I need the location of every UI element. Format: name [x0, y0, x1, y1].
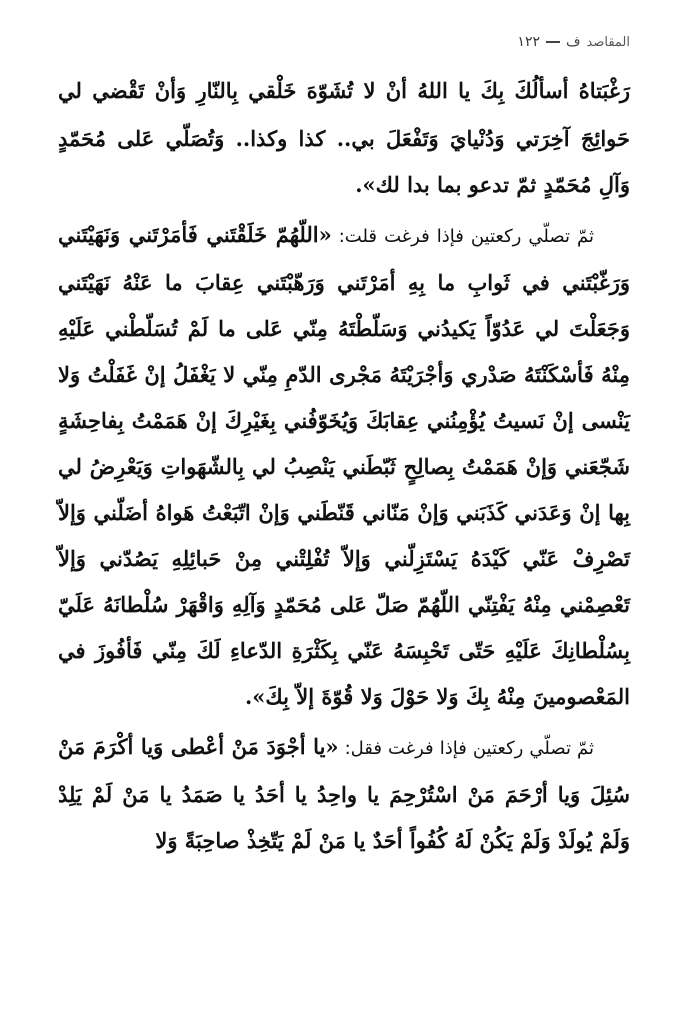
paragraph-2 — [58, 212, 630, 720]
header-mark: ف — [565, 34, 581, 50]
paragraph-1 — [58, 68, 630, 208]
supplication-text: «يا أجْوَدَ مَنْ أعْطى وَيا أكْرَمَ مَنْ سُئِلَ وَيا أرْحَمَ مَنْ اسْتُرْحِمَ يا واحِدُ يا أحَدُ يا صَمَدُ يا مَنْ لَمْ يَلِدْ وَلَمْ يُولَدْ وَلَمْ يَكُنْ لَهُ كُفُواً أحَدٌ يا مَنْ لَمْ يَتّخِذْ صاحِبَةً وَلا — [58, 734, 630, 853]
paragraph-intro: ثمّ تصلّي ركعتين فإذا فرغت فقل: — [338, 738, 595, 759]
paragraph-intro: ثمّ تصلّي ركعتين فإذا فرغت قلت: — [331, 226, 594, 247]
page-header — [62, 30, 630, 54]
running-title: المقاصد — [586, 34, 630, 50]
supplication-text: «اللّهُمّ خَلَقْتَني فَأمَرْتَني وَنَهَيْتَني وَرَغّبْتَني في ثَوابِ ما بِهِ أمَرْتَني وَرَهّبْتَني عِقابَ ما عَنْهُ نَهَيْتَني وَجَعَلْتَ لي عَدُوّاً يَكيدُني وَسَلّطْتَهُ مِنّي عَلى ما لَمْ تُسَلّطْني عَلَيْهِ مِنْهُ فَأسْكَنْتَهُ صَدْري وَأجْرَيْتَهُ مَجْرى الدّمِ مِنّي لا يَغْفَلُ إنْ غَفَلْتُ وَلا يَنْسى إنْ نَسيتُ يُؤْمِنُني عِقابَكَ وَيُخَوّفُني بِغَيْرِكَ إنْ هَمَمْتُ بِفاحِشَةٍ شَجّعَني وَإنْ هَمَمْتُ بِصالِحٍ ثَبّطَني يَنْصِبُ لي بِالشّهَواتِ وَيَعْرِضُ لي بِها إنْ وَعَدَني كَذَبَني وَإنْ مَنّاني قَنّطَني وَإنْ اتّبَعْتُ هَواهُ أضَلّني وَإلاّ تَصْرِفْ عَنّي كَيْدَهُ يَسْتَزِلّني وَإلاّ تُفْلِتْني مِنْ حَبائِلِهِ يَصُدّني وَإلاّ تَعْصِمْني مِنْهُ يَفْتِنّي اللّهُمّ صَلّ عَلى مُحَمّدٍ وَآلِهِ وَاقْهَرْ سُلْطانَهُ عَلَيّ بِسُلْطانِكَ عَلَيْهِ حَتّى تَحْبِسَهُ عَنّي بِكَثْرَةِ الدّعاءِ لَكَ مِنّي فَأفُوزَ في المَعْصومينَ مِنْهُ بِكَ وَلا حَوْلَ وَلا قُوّةَ إلاّ بِكَ». — [58, 222, 630, 709]
paragraph-3 — [58, 724, 630, 864]
page-number: ١٢٢ — [517, 34, 540, 50]
supplication-text: رَغْبَتاهُ أسألُكَ بِكَ يا اللهُ أنْ لا تُشَوّهَ خَلْقي بِالنّارِ وَأنْ تَقْضي لي حَوائِجَ آخِرَتي وَدُنْيايَ وَتَفْعَلَ بي.. كذا وكذا.. وَتُصَلّي عَلى مُحَمّدٍ وَآلِ مُحَمّدٍ ثمّ تدعو بما بدا لك». — [58, 78, 630, 197]
header-rule — [546, 41, 560, 43]
body-text — [58, 68, 630, 864]
